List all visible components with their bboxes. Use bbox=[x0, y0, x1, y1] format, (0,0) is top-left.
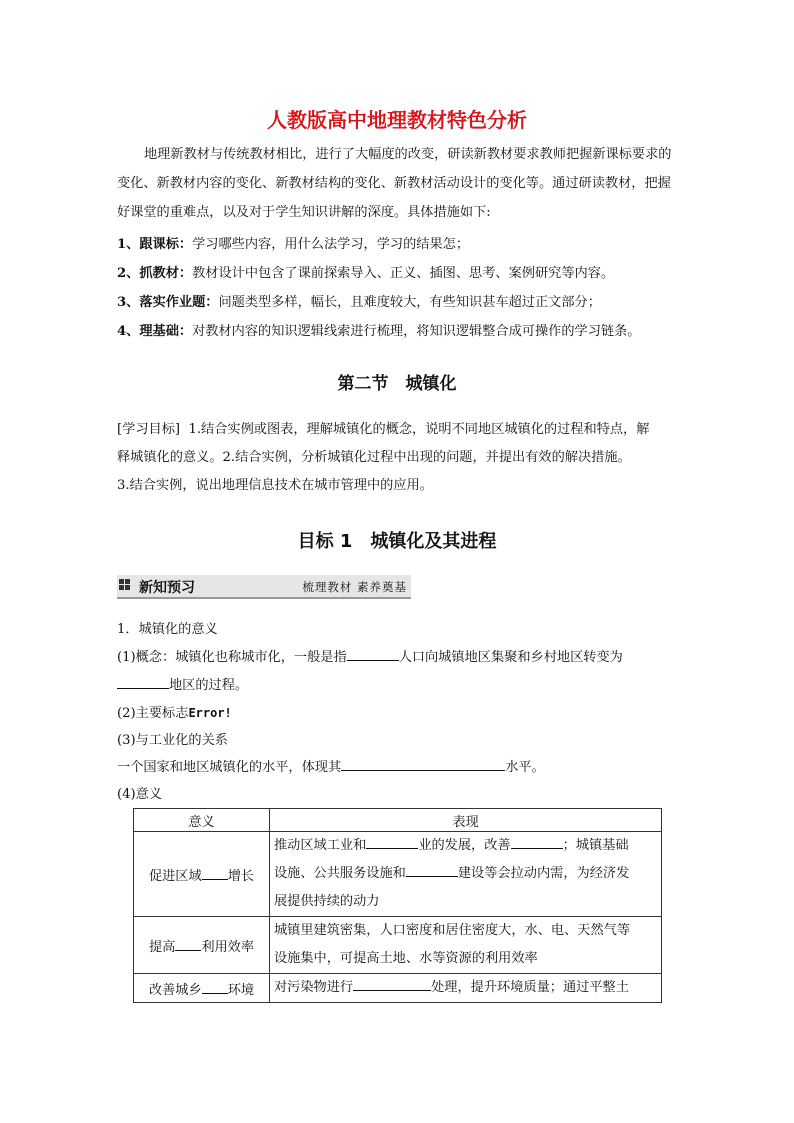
concept-text: 地区的过程。 bbox=[169, 678, 249, 693]
table-cell bbox=[134, 974, 270, 1003]
table-row bbox=[134, 832, 662, 917]
cell-text: 设施、公共服务设施和 bbox=[274, 866, 406, 881]
cell-line: 展提供持续的动力 bbox=[274, 894, 380, 909]
measure-3 bbox=[117, 291, 601, 310]
measure-text: 对教材内容的知识逻辑线索进行梳理，将知识逻辑整合成可操作的学习链条。 bbox=[192, 324, 641, 339]
cell-text: ；城镇基础 bbox=[562, 838, 629, 853]
sign-line bbox=[117, 702, 232, 721]
cell-text: 推动区域工业和 bbox=[274, 838, 367, 853]
cell-text: 增长 bbox=[227, 868, 255, 884]
learning-goals-label: [学习目标] bbox=[117, 422, 181, 437]
measure-label: 4、理基础： bbox=[117, 324, 193, 339]
fill-blank[interactable] bbox=[341, 757, 505, 771]
cell-text: 促进区域 bbox=[148, 868, 202, 884]
learning-goals-line-3: 3.结合实例，说出地理信息技术在城市管理中的应用。 bbox=[117, 478, 433, 493]
table-header: 意义 bbox=[134, 809, 270, 832]
fill-blank[interactable] bbox=[347, 647, 399, 661]
relation-heading: (3)与工业化的关系 bbox=[117, 733, 228, 748]
measure-text: 问题类型多样，幅长，且难度较大，有些知识甚车超过正文部分； bbox=[218, 295, 601, 310]
concept-text: 人口向城镇地区集聚和乡村地区转变为 bbox=[398, 650, 623, 665]
cell-line: 城镇里建筑密集，人口密度和居住密度大，水、电、天然气等 bbox=[274, 923, 631, 938]
relation-line bbox=[117, 756, 545, 775]
measure-text: 教材设计中包含了课前探索导入、正义、插图、思考、案例研究等内容。 bbox=[192, 266, 615, 281]
target-title: 目标 1 城镇化及其进程 bbox=[297, 531, 497, 552]
table-cell bbox=[134, 917, 270, 974]
cell-text: 业的发展，改善 bbox=[418, 838, 511, 853]
fill-blank[interactable] bbox=[366, 835, 418, 849]
fill-blank[interactable] bbox=[353, 977, 431, 991]
measure-2 bbox=[117, 262, 614, 281]
measure-1 bbox=[117, 233, 469, 252]
table-row bbox=[134, 917, 662, 974]
grid-icon bbox=[119, 579, 131, 591]
relation-text: 水平。 bbox=[505, 760, 545, 775]
cell-text: 提高 bbox=[148, 939, 176, 955]
fill-blank[interactable] bbox=[202, 980, 228, 994]
table-cell bbox=[134, 832, 270, 917]
cell-text: 改善城乡 bbox=[148, 982, 202, 998]
fill-blank[interactable] bbox=[202, 866, 228, 880]
relation-text: 一个国家和地区城镇化的水平，体现其 bbox=[117, 760, 342, 775]
cell-text: 对污染物进行 bbox=[274, 980, 354, 995]
sign-label: (2)主要标志 bbox=[117, 706, 189, 721]
fill-blank[interactable] bbox=[175, 937, 201, 951]
intro-paragraph: 地理新教材与传统教材相比，进行了大幅度的改变，研读新教材要求教师把握新课标要求的变化、新教材内容的变化、新教材结构的变化、新教材活动设计的变化等。通过研读教材，把握好课堂的重难点，以及对于学生知识讲解的深度。具体措施如下: bbox=[117, 147, 672, 220]
cell-line bbox=[274, 860, 657, 888]
banner-title: 新知预习 bbox=[139, 580, 195, 596]
table-cell bbox=[270, 917, 662, 974]
cell-line: 设施集中，可提高土地、水等资源的利用效率 bbox=[274, 951, 538, 966]
learning-goals-line-1 bbox=[117, 418, 649, 437]
measure-label: 2、抓教材： bbox=[117, 266, 193, 281]
fill-blank[interactable] bbox=[406, 863, 458, 877]
content-heading: 1．城镇化的意义 bbox=[117, 622, 218, 637]
measure-text: 学习哪些内容，用什么法学习，学习的结果怎； bbox=[192, 237, 470, 252]
concept-line-2 bbox=[117, 674, 248, 693]
measure-label: 1、跟课标： bbox=[117, 237, 193, 252]
fill-blank[interactable] bbox=[117, 675, 169, 689]
document-title: 人教版高中地理教材特色分析 bbox=[267, 108, 527, 132]
error-text: Error! bbox=[188, 706, 232, 720]
table-cell bbox=[270, 832, 662, 917]
fill-blank[interactable] bbox=[511, 835, 563, 849]
cell-text: 处理，提升环境质量；通过平整土 bbox=[431, 980, 629, 995]
meaning-heading: (4)意义 bbox=[117, 787, 163, 802]
table-header-row bbox=[134, 809, 662, 832]
measure-4 bbox=[117, 320, 641, 339]
measure-label: 3、落实作业题： bbox=[117, 295, 219, 310]
cell-text: 利用效率 bbox=[201, 939, 255, 955]
section-title: 第二节 城镇化 bbox=[337, 374, 457, 394]
cell-line bbox=[274, 832, 657, 860]
concept-line-1 bbox=[117, 646, 623, 665]
cell-text: 建设等会拉动内需，为经济发 bbox=[457, 866, 630, 881]
section-banner bbox=[117, 575, 411, 599]
table-cell bbox=[270, 974, 662, 1003]
learning-goals-text: 1.结合实例或图表，理解城镇化的概念，说明不同地区城镇化的过程和特点，解 bbox=[188, 422, 650, 437]
banner-subtitle: 梳理教材 素养奠基 bbox=[302, 580, 407, 594]
table-row bbox=[134, 974, 662, 1003]
table-header: 表现 bbox=[270, 809, 662, 832]
learning-goals-line-2: 释城镇化的意义。2.结合实例，分析城镇化过程中出现的问题，并提出有效的解决措施。 bbox=[117, 450, 631, 465]
cell-line bbox=[274, 974, 657, 1002]
concept-text: (1)概念：城镇化也称城市化，一般是指 bbox=[117, 650, 347, 665]
cell-text: 环境 bbox=[227, 982, 255, 998]
meaning-table bbox=[133, 808, 662, 1003]
